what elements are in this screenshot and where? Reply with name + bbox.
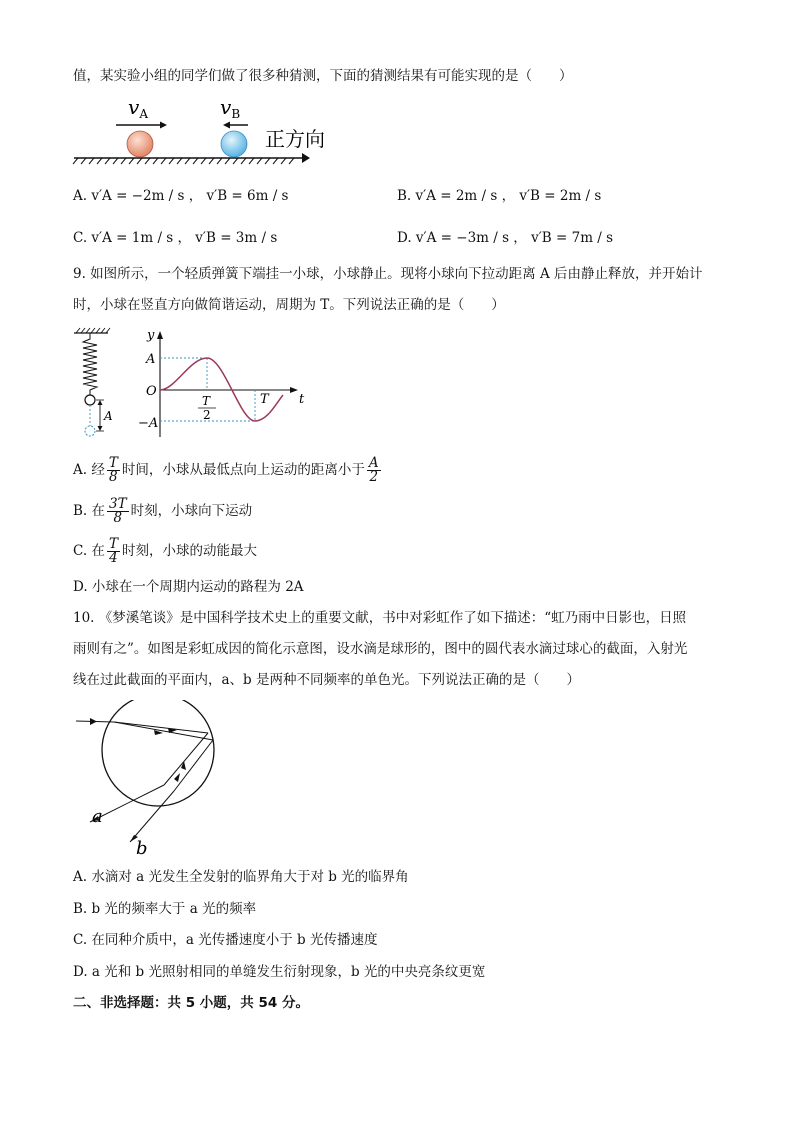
q10-option-b: B. b 光的频率大于 a 光的频率: [73, 901, 257, 917]
q9-option-a: A. 经 $\frac{T}{8}$ 时间，小球从最低点向上运动的距离小于 $\frac{A}{2}$: [73, 455, 379, 485]
velocity-b-arrow: [223, 122, 248, 129]
ray-paths: [90, 722, 213, 842]
svg-text:t: t: [299, 392, 305, 407]
water-drop: [102, 700, 214, 806]
collision-figure: [70, 92, 350, 168]
positive-direction-label: 正方向: [265, 127, 325, 151]
svg-text:−A: −A: [138, 416, 159, 431]
q10-option-d: D. a 光和 b 光照射相同的单缝发生衍射现象，b 光的中央亮条纹更宽: [73, 964, 486, 980]
ball-b: [221, 131, 247, 157]
q9-option-d: D. 小球在一个周期内运动的路程为 2A: [73, 579, 304, 595]
svg-text:T: T: [260, 392, 269, 407]
spring-diagram: [74, 328, 113, 436]
velocity-a-arrow: [116, 122, 167, 129]
q9-stem-line-1: 9. 如图所示，一个轻质弹簧下端挂一小球，小球静止。现将小球向下拉动距离 A 后由静止释放，并开始计: [73, 266, 703, 282]
svg-text:A: A: [146, 352, 156, 367]
spring: [83, 333, 97, 395]
ray-a-label: a: [92, 806, 103, 827]
svg-text:y: y: [147, 328, 155, 343]
q10-stem-line-3: 线在过此截面的平面内，a、b 是两种不同频率的单色光。下列说法正确的是（ ）: [73, 672, 580, 688]
ground: [73, 153, 310, 164]
q10-option-c: C. 在同种介质中，a 光传播速度小于 b 光传播速度: [73, 932, 378, 948]
q9-option-b: B. 在 $\frac{3T}{8}$ 时刻，小球向下运动: [73, 496, 253, 526]
q10-stem-line-2: 雨则有之”。如图是彩虹成因的简化示意图，设水滴是球形的，图中的圆代表水滴过球心的截面，入射光: [73, 641, 688, 657]
q10-stem-line-1: 10. 《梦溪笔谈》是中国科学技术史上的重要文献，书中对彩虹作了如下描述：“虹乃雨中日影也，日照: [73, 610, 687, 626]
velocity-a-label: $v_A$: [128, 95, 148, 121]
svg-text:T: T: [202, 394, 211, 408]
q8-option-d: D. v′A = −3m / s ， v′B = 7m / s: [397, 230, 614, 246]
ball-equilibrium: [85, 395, 95, 405]
q8-option-b: B. v′A = 2m / s ， v′B = 2m / s: [397, 188, 602, 204]
shm-figure: [70, 325, 310, 440]
q8-option-a: A. v′A = −2m / s ， v′B = 6m / s: [73, 188, 289, 204]
ray-b-label: b: [136, 838, 148, 859]
svg-text:O: O: [146, 384, 157, 399]
ball-a: [127, 131, 153, 157]
velocity-b-label: $v_B$: [220, 95, 241, 121]
svg-text:2: 2: [203, 408, 211, 422]
svg-text:A: A: [104, 409, 113, 423]
q9-option-c: C. 在 $\frac{T}{4}$ 时刻，小球的动能最大: [73, 536, 257, 566]
q8-stem: 值，某实验小组的同学们做了很多种猜测，下面的猜测结果有可能实现的是（ ）: [73, 68, 573, 84]
section-heading: 二、非选择题：共 5 小题，共 54 分。: [73, 995, 309, 1011]
q9-stem-line-2: 时，小球在竖直方向做简谐运动，周期为 T。下列说法正确的是（ ）: [73, 297, 505, 313]
q8-option-c: C. v′A = 1m / s ， v′B = 3m / s: [73, 230, 278, 246]
raindrop-figure: [70, 700, 230, 860]
q10-option-a: A. 水滴对 a 光发生全发射的临界角大于对 b 光的临界角: [73, 869, 409, 885]
sine-graph: [138, 328, 305, 437]
ball-lowest: [85, 426, 95, 436]
